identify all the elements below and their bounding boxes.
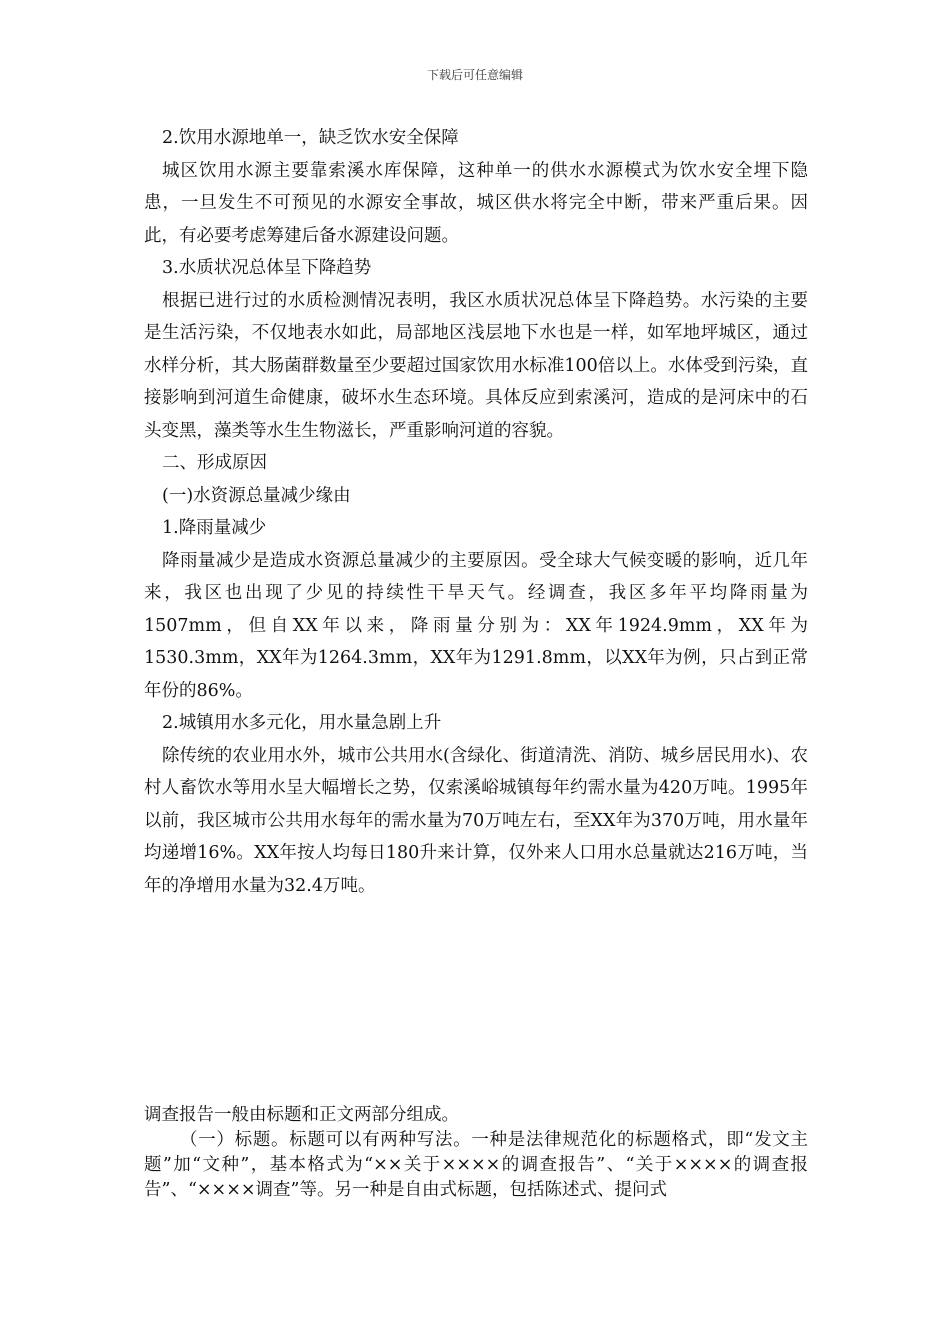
- paragraph-rainfall: 降雨量减少是造成水资源总量减少的主要原因。受全球大气候变暖的影响，近几年来，我区也出现了少见的持续性干旱天气。经调查，我区多年平均降雨量为1507mm，但自XX年以来，降雨量分别为：XX年1924.9mm，XX年为1530.3mm，XX年为1264.3mm，XX年为1291.8mm，以XX年为例，只占到正常年份的86%。: [144, 550, 808, 701]
- appendix-intro: 调查报告一般由标题和正文两部分组成。: [144, 1105, 459, 1125]
- subsection-heading-reduction: (一)水资源总量减少缘由: [162, 485, 351, 506]
- page-header: 下载后可任意编辑: [426, 68, 523, 82]
- section-heading-water-quality: 3.水质状况总体呈下降趋势: [162, 258, 372, 278]
- paragraph-water-quality: 根据已进行过的水质检测情况表明，我区水质状况总体呈下降趋势。水污染的主要是生活污染，不仅地表水如此，局部地区浅层地下水也是一样，如军地坪城区，通过水样分析，其大肠菌群数量至少要超过国家饮用水标准100倍以上。水体受到污染，直接影响到河道生命健康，破坏水生态环境。具体反应到索溪河，造成的是河床中的石头变黑，藻类等水生生物滋长，严重影响河道的容貌。: [144, 290, 808, 441]
- appendix-title-paragraph: （一）标题。标题可以有两种写法。一种是法律规范化的标题格式，即“发文主题”加“文种”，基本格式为“××关于××××的调查报告”、“关于××××的调查报告”、“××××调查”等。另一种是自由式标题，包括陈述式、提问式: [144, 1130, 808, 1200]
- section-heading-urban-water: 2.城镇用水多元化，用水量急剧上升: [162, 713, 442, 733]
- paragraph-urban-water: 除传统的农业用水外，城市公共用水(含绿化、街道清洗、消防、城乡居民用水)、农村人畜饮水等用水呈大幅增长之势，仅索溪峪城镇每年约需水量为420万吨。1995年以前，我区城市公共用水每年的需水量为70万吨左右，至XX年为370万吨，用水量年均递增16%。XX年按人均每日180升来计算，仅外来人口用水总量就达216万吨，当年的净增用水量为32.4万吨。: [144, 745, 808, 896]
- section-heading-rainfall: 1.降雨量减少: [162, 518, 267, 538]
- appendix-block: [144, 1103, 808, 1203]
- section-heading-water-source: 2.饮用水源地单一，缺乏饮水安全保障: [162, 128, 459, 148]
- paragraph-water-source: 城区饮用水源主要靠索溪水库保障，这种单一的供水水源模式为饮水安全埋下隐患，一旦发生不可预见的水源安全事故，城区供水将完全中断，带来严重后果。因此，有必要考虑筹建后备水源建设问题。: [144, 160, 808, 246]
- section-heading-causes: 二、形成原因: [162, 453, 267, 473]
- document-body: [144, 122, 808, 902]
